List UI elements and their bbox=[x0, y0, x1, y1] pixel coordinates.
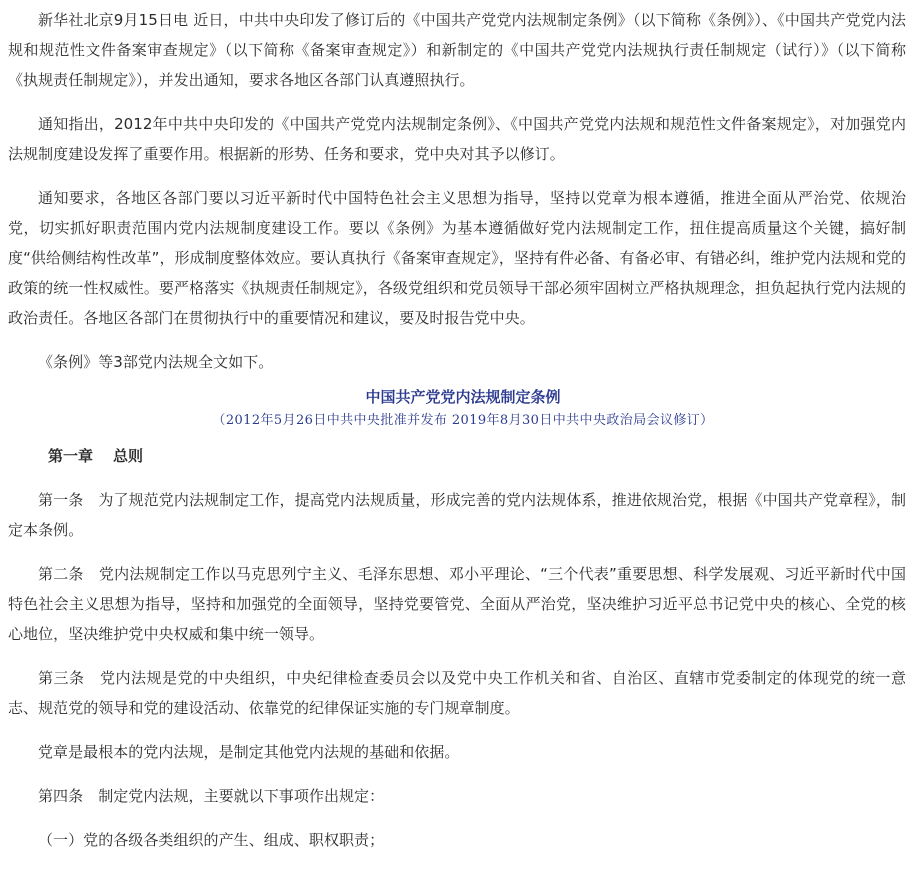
regulation-title: 中国共产党党内法规制定条例 bbox=[365, 388, 561, 406]
article-4-item-1: （一）党的各级各类组织的产生、组成、职权职责； bbox=[38, 831, 385, 849]
chapter-heading bbox=[8, 441, 906, 471]
regulation-subtitle: （2012年5月26日中共中央批准并发布 2019年8月30日中共中央政治局会议修订） bbox=[212, 413, 714, 428]
article-body bbox=[8, 5, 906, 855]
intro-paragraph-2: 通知指出，2012年中共中央印发的《中国共产党党内法规制定条例》、《中国共产党党内法规和规范性文件备案规定》，对加强党内法规制度建设发挥了重要作用。根据新的形势、任务和要求，党中央对其予以修订。 bbox=[8, 115, 906, 163]
intro-paragraph-4: 《条例》等3部党内法规全文如下。 bbox=[38, 353, 274, 371]
article-4: 第四条 制定党内法规，主要就以下事项作出规定： bbox=[38, 787, 385, 805]
article-3: 第三条 党内法规是党的中央组织，中央纪律检查委员会以及党中央工作机关和省、自治区、直辖市党委制定的体现党的统一意志、规范党的领导和党的建设活动、依靠党的纪律保证实施的专门规章制度。 bbox=[8, 669, 906, 717]
intro-paragraph-3: 通知要求，各地区各部门要以习近平新时代中国特色社会主义思想为指导，坚持以党章为根本遵循，推进全面从严治党、依规治党，切实抓好职责范围内党内法规制度建设工作。要以《条例》为基本遵循做好党内法规制定工作，扭住提高质量这个关键，搞好制度“供给侧结构性改革”，形成制度整体效应。要认真执行《备案审查规定》，坚持有件必备、有备必审、有错必纠，维护党内法规和党的政策的统一性权威性。要严格落实《执规责任制规定》，各级党组织和党员领导干部必须牢固树立严格执规理念，担负起执行党内法规的政治责任。各地区各部门在贯彻执行中的重要情况和建议，要及时报告党中央。 bbox=[8, 189, 906, 327]
article-2: 第二条 党内法规制定工作以马克思列宁主义、毛泽东思想、邓小平理论、“三个代表”重要思想、科学发展观、习近平新时代中国特色社会主义思想为指导，坚持和加强党的全面领导，坚持党要管党、全面从严治党，坚决维护习近平总书记党中央的核心、全党的核心地位，坚决维护党中央权威和集中统一领导。 bbox=[8, 565, 906, 643]
chapter-number: 第一章 bbox=[48, 447, 94, 465]
chapter-name: 总则 bbox=[113, 447, 144, 465]
party-constitution-paragraph: 党章是最根本的党内法规，是制定其他党内法规的基础和依据。 bbox=[38, 743, 460, 761]
intro-paragraph-1: 新华社北京9月15日电 近日，中共中央印发了修订后的《中国共产党党内法规制定条例》（以下简称《条例》）、《中国共产党党内法规和规范性文件备案审查规定》（以下简称《备案审查规定》）和新制定的《中国共产党党内法规执行责任制规定（试行）》（以下简称《执规责任制规定》），并发出通知，要求各地区各部门认真遵照执行。 bbox=[8, 11, 906, 89]
article-1: 第一条 为了规范党内法规制定工作，提高党内法规质量，形成完善的党内法规体系，推进依规治党，根据《中国共产党章程》，制定本条例。 bbox=[8, 491, 906, 539]
